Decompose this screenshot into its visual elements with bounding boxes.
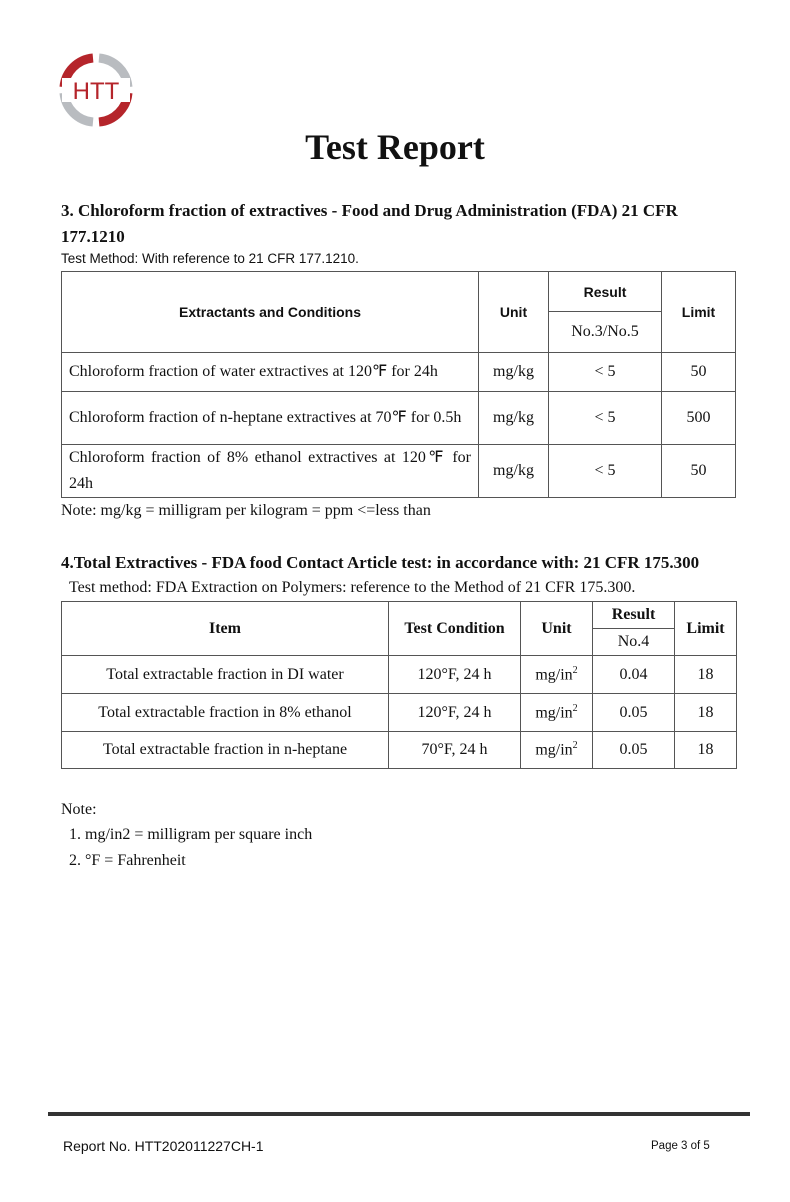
table-row	[62, 353, 736, 392]
col-unit: Unit	[479, 272, 549, 353]
col-result: Result	[593, 602, 675, 629]
total-extractives-table	[61, 601, 737, 769]
col-limit: Limit	[675, 602, 737, 656]
notes-label: Note:	[61, 801, 97, 818]
result-cell: 0.05	[593, 732, 675, 769]
condition-cell: Chloroform fraction of n-heptane extractives at 70℉ for 0.5h	[62, 392, 479, 445]
unit-cell: mg/kg	[479, 392, 549, 445]
col-result-sub: No.3/No.5	[549, 312, 662, 353]
htt-logo	[56, 50, 136, 130]
condition-cell: 120°F, 24 h	[389, 656, 521, 694]
note-item: 2. °F = Fahrenheit	[69, 852, 186, 869]
col-result: Result	[549, 272, 662, 312]
section3-note: Note: mg/kg = milligram per kilogram = ppm <=less than	[61, 502, 431, 519]
section3-method: Test Method: With reference to 21 CFR 177.1210.	[61, 251, 359, 266]
table-row	[62, 656, 737, 694]
page-title: Test Report	[305, 127, 485, 167]
condition-cell: 70°F, 24 h	[389, 732, 521, 769]
col-unit: Unit	[521, 602, 593, 656]
unit-cell: $mg/in^2$	[521, 732, 593, 769]
table-row	[62, 392, 736, 445]
limit-cell: 18	[675, 694, 737, 732]
item-cell: Total extractable fraction in n-heptane	[62, 732, 389, 769]
unit-cell: mg/kg	[479, 445, 549, 498]
page-number: Page 3 of 5	[651, 1140, 710, 1152]
table-row	[62, 445, 736, 498]
col-condition: Test Condition	[389, 602, 521, 656]
limit-cell: 500	[662, 392, 736, 445]
limit-cell: 18	[675, 656, 737, 694]
svg-text:HTT: HTT	[72, 78, 120, 105]
item-cell: Total extractable fraction in 8% ethanol	[62, 694, 389, 732]
result-cell: < 5	[549, 353, 662, 392]
section4-heading: 4.Total Extractives - FDA food Contact Article test: in accordance with: 21 CFR 175.300	[61, 553, 700, 572]
note-item: 1. mg/in2 = milligram per square inch	[69, 826, 313, 843]
col-extractants: Extractants and Conditions	[62, 272, 479, 353]
condition-cell: Chloroform fraction of 8% ethanol extractives at 120℉ for 24h	[62, 445, 479, 498]
col-item: Item	[62, 602, 389, 656]
report-number: Report No. HTT202011227CH-1	[63, 1138, 264, 1154]
table-row	[62, 694, 737, 732]
condition-cell: 120°F, 24 h	[389, 694, 521, 732]
condition-cell: Chloroform fraction of water extractives at 120℉ for 24h	[62, 353, 479, 392]
footer-divider	[48, 1112, 750, 1116]
limit-cell: 50	[662, 445, 736, 498]
result-cell: 0.05	[593, 694, 675, 732]
limit-cell: 18	[675, 732, 737, 769]
result-cell: < 5	[549, 445, 662, 498]
unit-cell: mg/kg	[479, 353, 549, 392]
col-result-sub: No.4	[593, 629, 675, 656]
result-cell: 0.04	[593, 656, 675, 694]
result-cell: < 5	[549, 392, 662, 445]
item-cell: Total extractable fraction in DI water	[62, 656, 389, 694]
unit-cell: $mg/in^2$	[521, 694, 593, 732]
limit-cell: 50	[662, 353, 736, 392]
unit-cell: $mg/in^2$	[521, 656, 593, 694]
section3-heading: 3. Chloroform fraction of extractives - Food and Drug Administration (FDA) 21 CFR 177.1210	[61, 201, 678, 246]
section4-method: Test method: FDA Extraction on Polymers: reference to the Method of 21 CFR 175.300.	[69, 579, 636, 596]
table-row	[62, 732, 737, 769]
chloroform-table	[61, 271, 736, 498]
col-limit: Limit	[662, 272, 736, 353]
